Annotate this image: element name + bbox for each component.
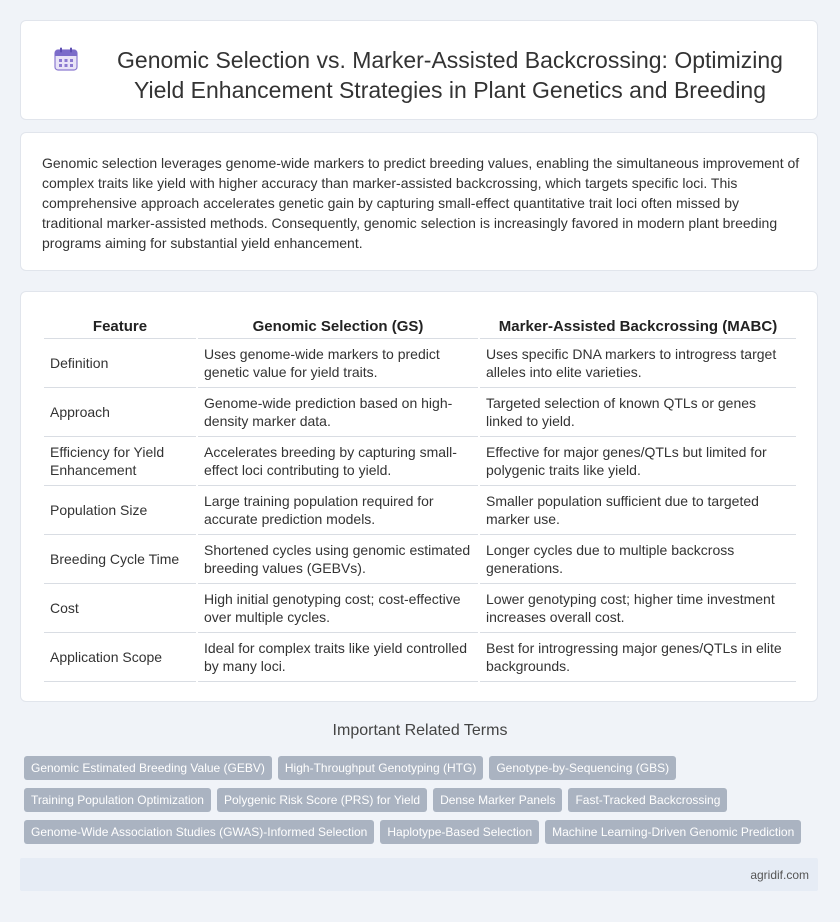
feature-cell: Breeding Cycle Time xyxy=(44,535,196,584)
calendar-icon xyxy=(54,47,78,71)
tag-gwas-informed-selection[interactable]: Genome-Wide Association Studies (GWAS)-Informed Selection xyxy=(24,820,374,844)
gs-cell: High initial genotyping cost; cost-effective over multiple cycles. xyxy=(198,584,478,633)
comparison-table xyxy=(42,316,798,682)
feature-cell: Application Scope xyxy=(44,633,196,682)
summary-card xyxy=(20,132,818,271)
tag-training-population[interactable]: Training Population Optimization xyxy=(24,788,211,812)
tag-row xyxy=(24,756,824,780)
footer xyxy=(20,858,818,891)
feature-cell: Cost xyxy=(44,584,196,633)
tag-haplotype-based-selection[interactable]: Haplotype-Based Selection xyxy=(380,820,539,844)
gs-cell: Ideal for complex traits like yield controlled by many loci. xyxy=(198,633,478,682)
table-row xyxy=(44,584,796,633)
table-row xyxy=(44,486,796,535)
table-header-row xyxy=(44,316,796,339)
table-row xyxy=(44,339,796,388)
table-row xyxy=(44,437,796,486)
mabc-cell: Longer cycles due to multiple backcross generations. xyxy=(480,535,796,584)
tag-row xyxy=(24,820,824,844)
title-card xyxy=(20,20,818,120)
tag-dense-marker-panels[interactable]: Dense Marker Panels xyxy=(433,788,562,812)
tag-gbs[interactable]: Genotype-by-Sequencing (GBS) xyxy=(489,756,676,780)
table-row xyxy=(44,633,796,682)
mabc-cell: Smaller population sufficient due to targeted marker use. xyxy=(480,486,796,535)
comparison-table-card xyxy=(20,291,818,702)
table-row xyxy=(44,388,796,437)
tag-gebv[interactable]: Genomic Estimated Breeding Value (GEBV) xyxy=(24,756,272,780)
column-header-gs: Genomic Selection (GS) xyxy=(198,316,478,339)
gs-cell: Shortened cycles using genomic estimated breeding values (GEBVs). xyxy=(198,535,478,584)
feature-cell: Approach xyxy=(44,388,196,437)
column-header-feature: Feature xyxy=(44,316,196,339)
feature-cell: Definition xyxy=(44,339,196,388)
gs-cell: Uses genome-wide markers to predict genetic value for yield traits. xyxy=(198,339,478,388)
tag-row xyxy=(24,788,824,812)
mabc-cell: Uses specific DNA markers to introgress target alleles into elite varieties. xyxy=(480,339,796,388)
mabc-cell: Lower genotyping cost; higher time investment increases overall cost. xyxy=(480,584,796,633)
footer-site-link[interactable]: agridif.com xyxy=(750,868,809,882)
mabc-cell: Targeted selection of known QTLs or genes linked to yield. xyxy=(480,388,796,437)
summary-text: Genomic selection leverages genome-wide markers to predict breeding values, enabling the simultaneous improvement of complex traits like yield with higher accuracy than marker-assisted backcrossing, which targets specific loci. This comprehensive approach accelerates genetic gain by capturing small-effect quantitative trait loci often missed by traditional marker-assisted methods. Consequently, genomic selection is increasingly favored in modern plant breeding programs aiming for substantial yield enhancement. xyxy=(42,155,800,251)
tag-htg[interactable]: High-Throughput Genotyping (HTG) xyxy=(278,756,483,780)
mabc-cell: Best for introgressing major genes/QTLs in elite backgrounds. xyxy=(480,633,796,682)
tag-fast-tracked-backcrossing[interactable]: Fast-Tracked Backcrossing xyxy=(568,788,727,812)
related-terms-list xyxy=(24,756,824,852)
gs-cell: Accelerates breeding by capturing small-effect loci contributing to yield. xyxy=(198,437,478,486)
gs-cell: Large training population required for accurate prediction models. xyxy=(198,486,478,535)
table-row xyxy=(44,535,796,584)
page-title: Genomic Selection vs. Marker-Assisted Backcrossing: Optimizing Yield Enhancement Strategies in Plant Genetics and Breeding xyxy=(117,47,783,103)
tag-ml-genomic-prediction[interactable]: Machine Learning-Driven Genomic Prediction xyxy=(545,820,801,844)
feature-cell: Population Size xyxy=(44,486,196,535)
tag-prs[interactable]: Polygenic Risk Score (PRS) for Yield xyxy=(217,788,427,812)
related-terms-heading: Important Related Terms xyxy=(332,722,508,739)
feature-cell: Efficiency for Yield Enhancement xyxy=(44,437,196,486)
gs-cell: Genome-wide prediction based on high-density marker data. xyxy=(198,388,478,437)
column-header-mabc: Marker-Assisted Backcrossing (MABC) xyxy=(480,316,796,339)
mabc-cell: Effective for major genes/QTLs but limited for polygenic traits like yield. xyxy=(480,437,796,486)
